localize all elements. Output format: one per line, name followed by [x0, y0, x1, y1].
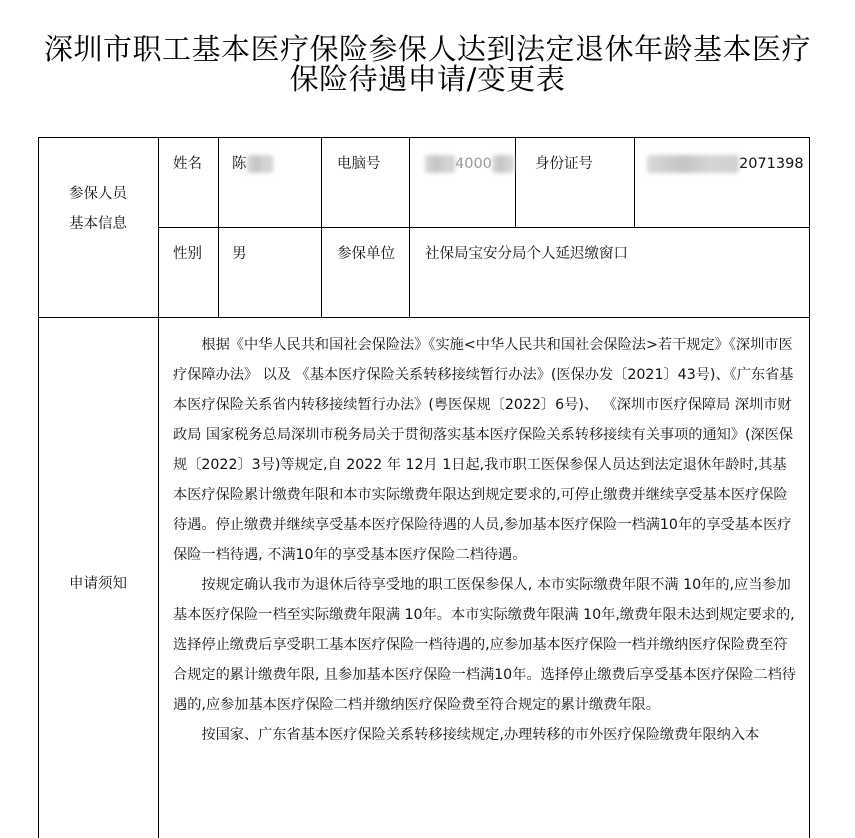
- basic-info-section-label-line-1: 参保人员: [69, 186, 127, 202]
- redaction-blur: [247, 155, 273, 173]
- row-divider-1: [159, 227, 809, 228]
- document-title-line-2: 保险待遇申请/变更表: [289, 62, 566, 96]
- column-divider-5: [634, 138, 635, 227]
- notice-paragraph: 根据《中华人民共和国社会保险法》《实施<中华人民共和国社会保险法>若干规定》《深圳市医疗保障办法》 以及 《基本医疗保险关系转移接续暂行办法》(医保办发〔2021〕43号)、《广东省基本医疗保险关系省内转移接续暂行办法》(粤医保规〔2022〕6号)、 《深圳市医疗保障局 深圳市财政局 国家税务总局深圳市税务局关于贯彻落实基本医疗保险关系转移接续有关事项的通知》(深医保规〔2022〕3号)等规定,自 2022 年 12月 1日起,我市职工医保参保人员达到法定退休年龄时,其基本医疗保险累计缴费年限和本市实际缴费年限达到规定要求的,可停止缴费并继续享受基本医疗保险待遇。停止缴费并继续享受基本医疗保险待遇的人员,参加基本医疗保险一档满10年的享受基本医疗保险一档待遇, 不满10年的享受基本医疗保险二档待遇。: [173, 337, 794, 563]
- redaction-blur: [647, 155, 739, 173]
- id-number-label: 身份证号: [535, 156, 593, 172]
- notice-paragraph: 按国家、广东省基本医疗保险关系转移接续规定,办理转移的市外医疗保险缴费年限纳入本: [201, 727, 760, 743]
- id-number-visible: 2071398: [739, 156, 804, 172]
- column-divider-4: [515, 138, 516, 227]
- employer-value: 社保局宝安分局个人延迟缴窗口: [425, 246, 628, 262]
- document-title-line-1: 深圳市职工基本医疗保险参保人达到法定退休年龄基本医疗: [43, 32, 811, 66]
- gender-value: 男: [232, 246, 247, 262]
- application-form-table: [38, 137, 810, 838]
- basic-info-section-label-line-2: 基本信息: [69, 216, 127, 232]
- computer-number-label: 电脑号: [337, 156, 381, 172]
- notice-body: [173, 330, 799, 750]
- notice-section-label: 申请须知: [69, 576, 127, 592]
- redaction-blur: [425, 155, 455, 173]
- row-divider-2: [39, 317, 809, 318]
- computer-number-value: [425, 154, 514, 174]
- name-value: [232, 154, 273, 174]
- employer-label: 参保单位: [337, 246, 395, 262]
- notice-paragraph: 按规定确认我市为退休后待享受地的职工医保参保人, 本市实际缴费年限不满 10年的,应当参加基本医疗保险一档至实际缴费年限满 10年。本市实际缴费年限满 10年,缴费年限未达到规定要求的,选择停止缴费后享受职工基本医疗保险一档待遇的,应参加基本医疗保险一档并缴纳医疗保险费至符合规定的累计缴费年限, 且参加基本医疗保险一档满10年。选择停止缴费后享受基本医疗保险二档待遇的,应参加基本医疗保险二档并缴纳医疗保险费至符合规定的累计缴费年限。: [173, 577, 796, 713]
- computer-number-visible: 4000: [455, 156, 492, 172]
- id-number-value: [647, 154, 804, 174]
- name-label: 姓名: [173, 156, 202, 172]
- name-value-visible: 陈: [232, 156, 247, 172]
- gender-label: 性别: [173, 246, 202, 262]
- document-title: [0, 34, 855, 94]
- column-divider-label: [158, 138, 159, 838]
- redaction-blur: [492, 155, 514, 173]
